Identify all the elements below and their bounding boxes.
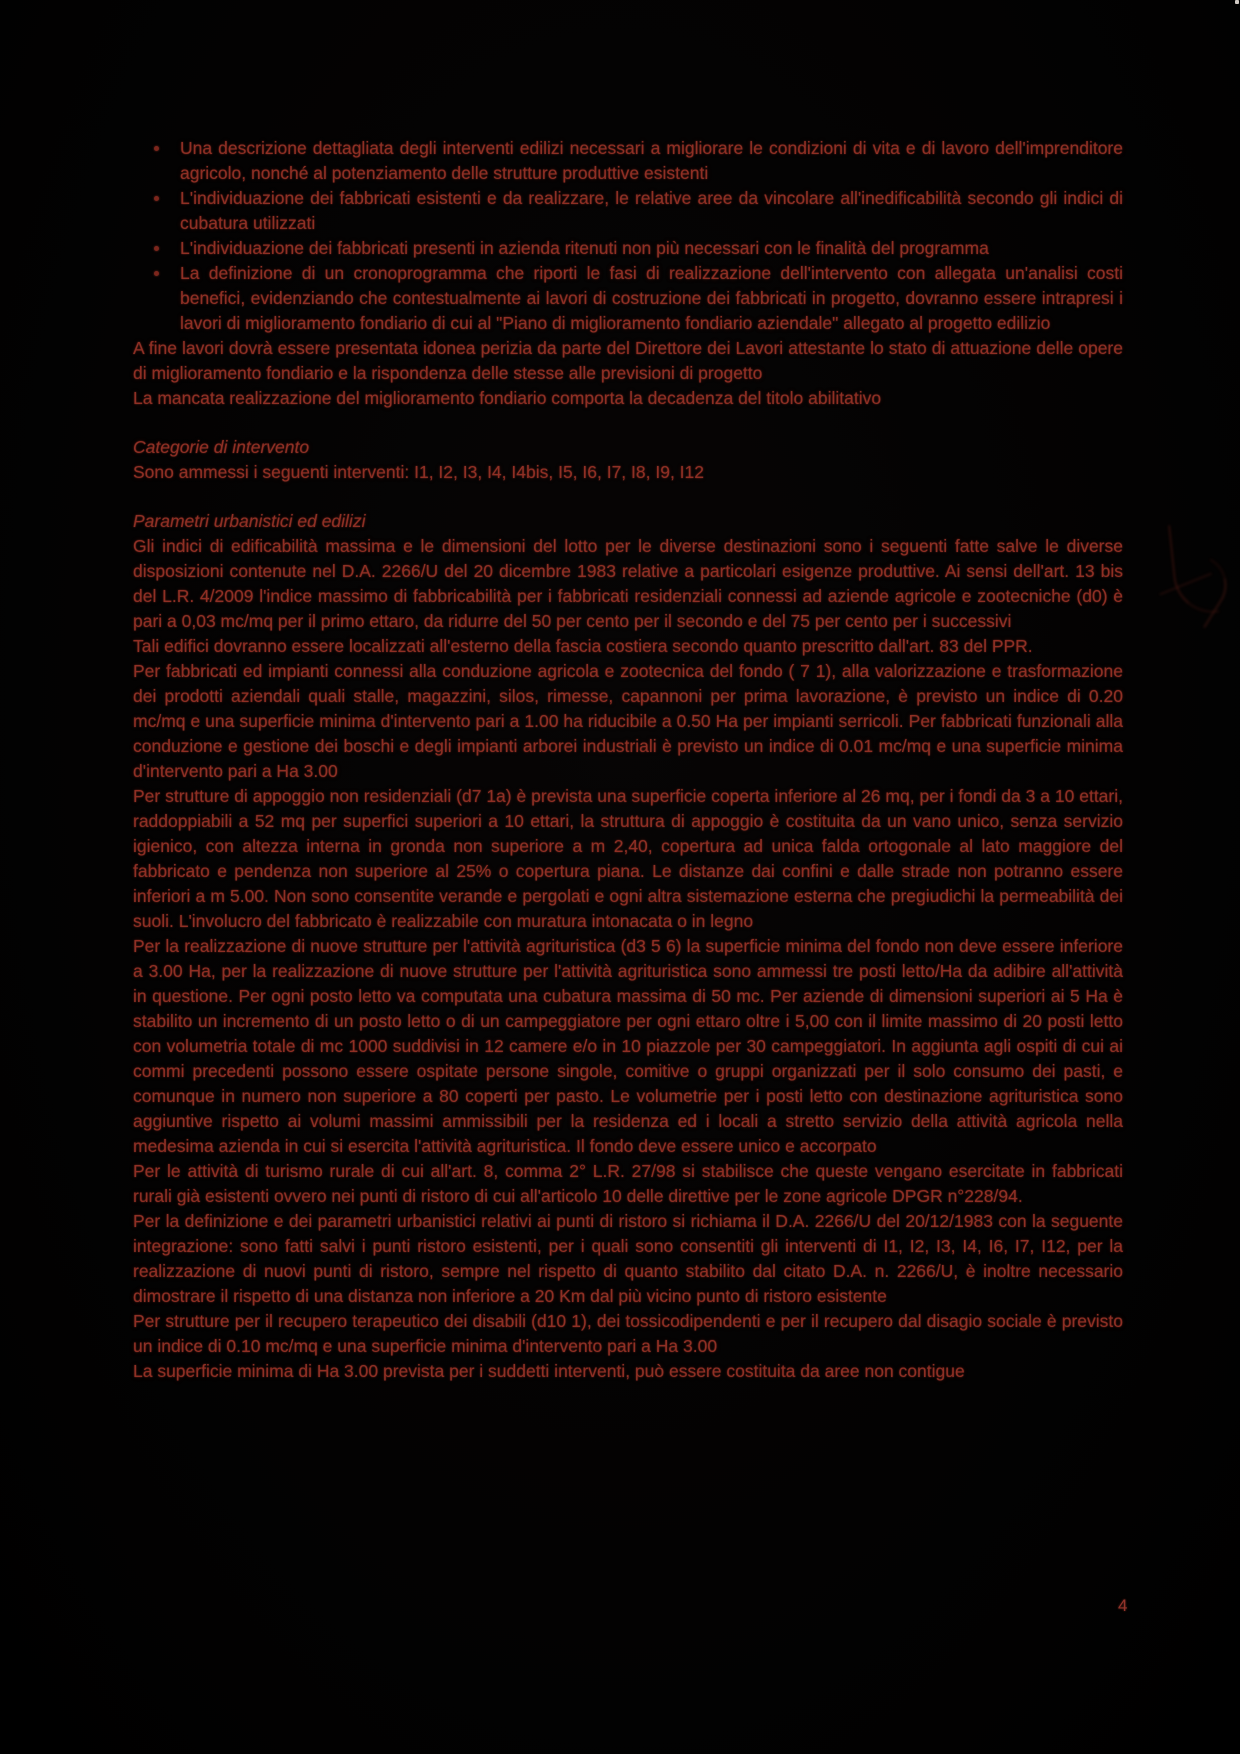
margin-handwriting-mark — [1127, 505, 1240, 674]
paragraph: Per le attività di turismo rurale di cui all'art. 8, comma 2° L.R. 27/98 si stabilisce che queste vengano esercitate in fabbricati rurali già esistenti ovvero nei punti di ristoro di cui all'articolo 10 delle direttive per le zone agricole DPGR n°228/94. — [133, 1161, 1123, 1206]
blank-line — [133, 411, 1123, 435]
page-number: 4 — [1118, 1596, 1128, 1615]
paragraph: Sono ammessi i seguenti interventi: I1, I2, I3, I4, I4bis, I5, I6, I7, I8, I9, I12 — [133, 462, 704, 482]
blank-line — [133, 485, 1123, 509]
handwriting-stroke — [1159, 573, 1212, 596]
bullet-item — [180, 236, 1123, 261]
bullet-item — [180, 186, 1123, 236]
bullet-marker-icon — [154, 271, 159, 276]
bullet-marker-icon — [154, 196, 159, 201]
bullet-text: L'individuazione dei fabbricati presenti in azienda ritenuti non più necessari con le finalità del programma — [180, 238, 989, 258]
paragraph: A fine lavori dovrà essere presentata idonea perizia da parte del Direttore dei Lavori attestante lo stato di attuazione delle opere di miglioramento fondiario e la rispondenza delle stesse alle previsioni di progetto — [133, 338, 1123, 383]
bullet-text: La definizione di un cronoprogramma che riporti le fasi di realizzazione dell'intervento con allegata un'analisi costi benefici, evidenziando che contestualmente ai lavori di costruzione dei fabbricati in progetto, dovranno essere intrapresi i lavori di miglioramento fondiario di cui al "Piano di miglioramento fondiario aziendale" allegato al progetto edilizio — [180, 263, 1123, 333]
paragraph: Per fabbricati ed impianti connessi alla conduzione agricola e zootecnica del fondo ( 7 1), alla valorizzazione e trasformazione dei prodotti aziendali quali stalle, magazzini, silos, rimesse, capannoni per prima lavorazione, è previsto un indice di 0.20 mc/mq e una superficie minima d'intervento pari a 1.00 ha riducibile a 0.50 Ha per impianti serricoli. Per fabbricati funzionali alla conduzione e gestione dei boschi e degli impianti arborei industriali è previsto un indice di 0.01 mc/mq e una superficie minima d'intervento pari a Ha 3.00 — [133, 661, 1123, 781]
scan-artifact-dot — [1235, 0, 1239, 4]
paragraph: Gli indici di edificabilità massima e le dimensioni del lotto per le diverse destinazioni sono i seguenti fatte salve le diverse disposizioni contenute nel D.A. 2266/U del 20 dicembre 1983 relative a particolari esigenze produttive. Ai sensi dell'art. 13 bis del L.R. 4/2009 l'indice massimo di fabbricabilità per i fabbricati residenziali connessi ad aziende agricole e zootecniche (d0) è pari a 0,03 mc/mq per il primo ettaro, da ridurre del 50 per cento per il secondo e del 75 per cento per i successivi — [133, 536, 1123, 631]
bullet-marker-icon — [154, 146, 159, 151]
bullet-item — [180, 261, 1123, 336]
paragraph: Tali edifici dovranno essere localizzati all'esterno della fascia costiera secondo quanto prescritto dall'art. 83 del PPR. — [133, 636, 1033, 656]
bullet-item — [180, 136, 1123, 186]
paragraph: Per la definizione e dei parametri urbanistici relativi ai punti di ristoro si richiama il D.A. 2266/U del 20/12/1983 con la seguente integrazione: sono fatti salvi i punti ristoro esistenti, per i quali sono consentiti gli interventi di I1, I2, I3, I4, I6, I7, I12, per la realizzazione di nuovi punti di ristoro, sempre nel rispetto di quanto stabilito dal citato D.A. n. 2266/U, è inoltre necessario dimostrare il rispetto di una distanza non inferiore a 20 Km dal più vicino punto di ristoro esistente — [133, 1211, 1123, 1306]
paragraph: Per strutture per il recupero terapeutico dei disabili (d10 1), dei tossicodipendenti e per il recupero dal disagio sociale è previsto un indice di 0.10 mc/mq e una superficie minima d'intervento pari a Ha 3.00 — [133, 1311, 1123, 1356]
bullet-marker-icon — [154, 246, 159, 251]
handwriting-stroke — [1178, 559, 1238, 629]
bullet-list — [133, 136, 1123, 336]
bullet-text: Una descrizione dettagliata degli interventi edilizi necessari a migliorare le condizioni di vita e di lavoro dell'imprenditore agricolo, nonché al potenziamento delle strutture produttive esistenti — [180, 138, 1123, 183]
document-content — [133, 136, 1123, 1384]
paragraph: La superficie minima di Ha 3.00 prevista per i suddetti interventi, può essere costituita da aree non contigue — [133, 1361, 965, 1381]
paragraph: Per la realizzazione di nuove strutture per l'attività agrituristica (d3 5 6) la superficie minima del fondo non deve essere inferiore a 3.00 Ha, per la realizzazione di nuove strutture per l'attività agrituristica sono ammessi tre posti letto/Ha da adibire all'attività in questione. Per ogni posto letto va computata una cubatura massima di 50 mc. Per aziende di dimensioni superiori ai 5 Ha è stabilito un incremento di un posto letto o di un campeggiatore per ogni ettaro oltre i 5,00 con il limite massimo di 20 posti letto con volumetria totale di mc 1000 suddivisi in 12 camere e/o in 10 piazzole per 30 campeggiatori. In aggiunta agli ospiti di cui ai commi precedenti possono essere ospitate persone singole, comitive o gruppi organizzati per il solo consumo dei pasti, e comunque in numero non superiore a 80 coperti per pasto. Le volumetrie per i posti letto con destinazione agrituristica sono aggiuntive rispetto ai volumi massimi ammissibili per la residenza ed i locali a stretto servizio della attività agricola nella medesima azienda in cui si esercita l'attività agrituristica. Il fondo deve essere unico e accorpato — [133, 936, 1123, 1156]
paragraph: Per strutture di appoggio non residenziali (d7 1a) è prevista una superficie coperta inferiore al 26 mq, per i fondi da 3 a 10 ettari, raddoppiabili a 52 mq per superfici superiori a 10 ettari, la struttura di appoggio è costituita da un vano unico, senza servizio igienico, con altezza interna in gronda non superiore a m 2,40, copertura ad unica falda ortogonale al lato maggiore del fabbricato e pendenza non superiore al 25% o copertura piana. Le distanze dai confini e dalle strade non potranno essere inferiori a m 5.00. Non sono consentite verande e pergolati e ogni altra sistemazione esterna che pregiudichi la permeabilità dei suoli. L'involucro del fabbricato è realizzabile con muratura intonacata o in legno — [133, 786, 1123, 931]
paragraph: La mancata realizzazione del miglioramento fondiario comporta la decadenza del titolo abilitativo — [133, 388, 882, 408]
handwriting-stroke — [1168, 521, 1219, 617]
bullet-text: L'individuazione dei fabbricati esistenti e da realizzare, le relative aree da vincolare all'inedificabilità secondo gli indici di cubatura utilizzati — [180, 188, 1123, 233]
section-heading-categorie-di-intervento: Categorie di intervento — [133, 437, 310, 457]
section-heading-parametri-urbanistici: Parametri urbanistici ed edilizi — [133, 511, 366, 531]
